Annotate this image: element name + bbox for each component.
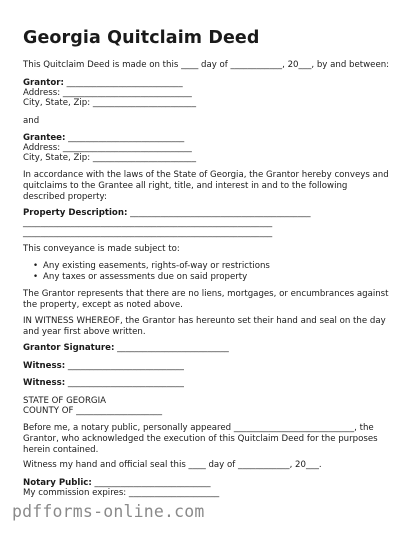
list-item: • Any taxes or assessments due on said property <box>33 271 248 282</box>
grantee-name-line <box>23 133 184 144</box>
notary-paragraph: Before me, a notary public, personally appeared ____________________________, the Grantor, who acknowledged the execution of this Quitclaim Deed for the purposes herein contained. <box>23 423 378 455</box>
list-item: • Any existing easements, rights-of-way or restrictions <box>33 261 270 271</box>
grantor-signature-blank: __________________________ <box>114 343 229 353</box>
property-description-line <box>23 208 311 219</box>
witness-1-blank: ___________________________ <box>65 361 184 371</box>
grantor-label: Grantor: <box>23 78 64 88</box>
witness-1-line <box>23 361 184 372</box>
property-label: Property Description: <box>23 208 128 218</box>
witness-hand-line: Witness my hand and official seal this ____ day of ____________, 20___. <box>23 460 322 470</box>
subject-to-text: This conveyance is made subject to: <box>23 244 180 254</box>
grantor-address: Address: ______________________________ <box>23 88 192 98</box>
grantor-signature-label: Grantor Signature: <box>23 343 115 353</box>
notary-public-blank: ___________________________ <box>91 478 211 488</box>
document-title: Georgia Quitclaim Deed <box>23 28 260 48</box>
grantor-represents-paragraph: The Grantor represents that there are no liens, mortgages, or encumbrances against the property, except as noted above. <box>23 289 389 310</box>
county-line: COUNTY OF ____________________ <box>23 406 163 416</box>
grantee-address: Address: ______________________________ <box>23 143 192 153</box>
grantor-city: City, State, Zip: ________________________ <box>23 98 196 108</box>
witness-2-label: Witness: <box>23 378 66 388</box>
conveyance-paragraph: In accordance with the laws of the State of Georgia, the Grantor hereby conveys and quitclaims to the Grantee all right, title, and interest in and to the following described property: <box>23 170 389 202</box>
property-blank-3: __________________________________________________________ <box>23 228 273 238</box>
witness-2-line <box>23 378 184 389</box>
witness-1-label: Witness: <box>23 361 66 371</box>
bullet-icon: • <box>33 261 39 271</box>
property-blank-1: __________________________________________ <box>127 208 311 218</box>
bullet-icon: • <box>33 271 39 282</box>
grantee-name-blank: ___________________________ <box>65 133 185 143</box>
property-blank-2: __________________________________________________________ <box>23 218 273 228</box>
notary-public-line <box>23 478 211 489</box>
grantor-name-line <box>23 78 183 89</box>
grantee-label: Grantee: <box>23 133 66 143</box>
subject-to-list <box>33 261 270 282</box>
state-line: STATE OF GEORGIA <box>23 396 106 406</box>
intro-line: This Quitclaim Deed is made on this ____ day of ____________, 20___, by and between: <box>23 60 390 70</box>
commission-line: My commission expires: _____________________ <box>23 488 220 498</box>
site-watermark: pdfforms-online.com <box>12 502 205 521</box>
grantor-name-blank: ___________________________ <box>63 78 183 88</box>
grantor-signature-line <box>23 343 229 354</box>
witness-2-blank: ___________________________ <box>65 378 184 388</box>
notary-public-label: Notary Public: <box>23 478 92 488</box>
and-text: and <box>23 116 40 126</box>
grantee-city: City, State, Zip: ________________________ <box>23 153 196 163</box>
witness-whereof-paragraph: IN WITNESS WHEREOF, the Grantor has hereunto set their hand and seal on the day and year first above written. <box>23 316 386 337</box>
